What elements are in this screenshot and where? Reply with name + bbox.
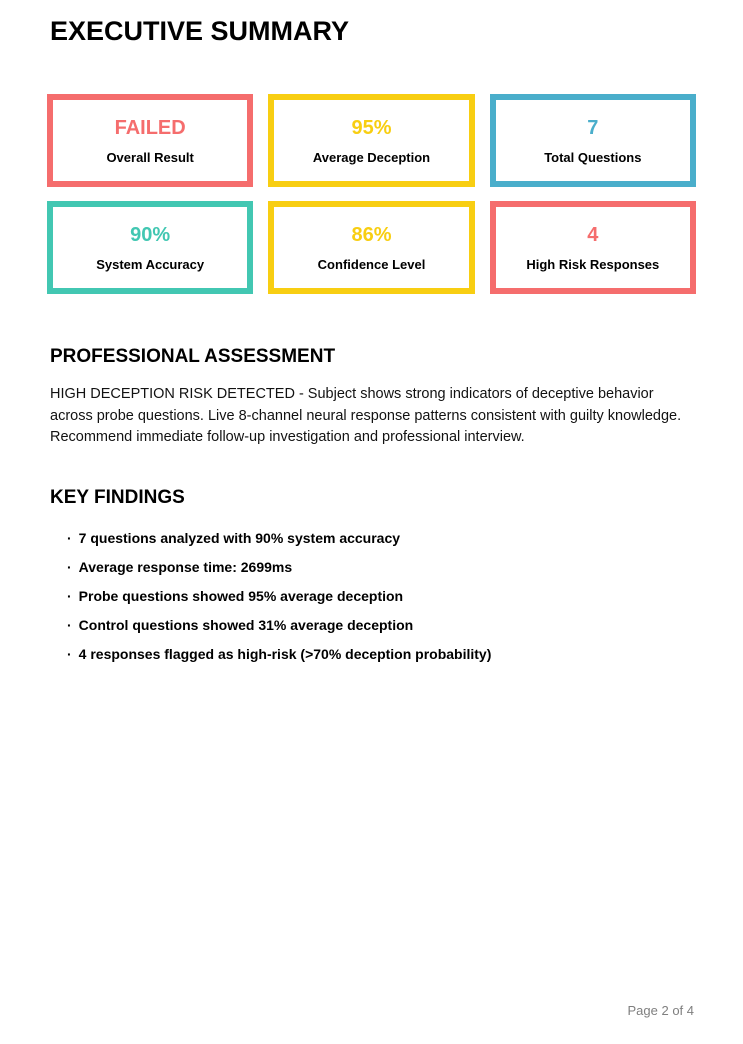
stat-card-average-deception	[268, 94, 474, 187]
professional-assessment-heading: PROFESSIONAL ASSESSMENT	[50, 346, 336, 367]
stat-card-system-accuracy	[47, 201, 253, 294]
bullet-dot: ·	[67, 616, 72, 633]
list-item-text: Control questions showed 31% average deception	[78, 616, 414, 633]
stat-card-total-questions	[490, 94, 696, 187]
professional-assessment-section	[50, 345, 693, 449]
bullet-dot: ·	[67, 558, 72, 575]
stat-value: 86%	[351, 223, 392, 246]
stat-label: System Accuracy	[96, 256, 205, 272]
bullet-dot: ·	[67, 645, 72, 662]
page-number: Page 2 of 4	[627, 1003, 694, 1018]
key-findings-heading: KEY FINDINGS	[50, 486, 185, 508]
stat-label: Total Questions	[544, 149, 642, 165]
bullet-dot: ·	[67, 529, 72, 546]
stat-value: 4	[587, 223, 599, 246]
list-item-text: Probe questions showed 95% average deception	[78, 587, 404, 604]
stat-card-high-risk-responses	[490, 201, 696, 294]
stat-value: 7	[587, 116, 599, 139]
stat-label: Average Deception	[312, 149, 431, 165]
list-item-text: 7 questions analyzed with 90% system accuracy	[78, 529, 401, 546]
list-item	[67, 560, 693, 575]
stat-value: FAILED	[114, 116, 186, 139]
stat-value: 95%	[351, 116, 392, 139]
bullet-dot: ·	[67, 587, 72, 604]
list-item-text: 4 responses flagged as high-risk (>70% deception probability)	[78, 645, 492, 662]
stat-card-grid	[47, 94, 696, 294]
key-findings-section	[50, 486, 693, 662]
stat-label: Confidence Level	[317, 256, 426, 272]
stat-card-overall-result	[47, 94, 253, 187]
list-item	[67, 589, 693, 604]
list-item	[67, 647, 693, 662]
key-findings-list	[50, 531, 693, 662]
stat-label: Overall Result	[106, 149, 194, 165]
list-item-text: Average response time: 2699ms	[78, 558, 293, 575]
stat-value: 90%	[130, 223, 171, 246]
list-item	[67, 618, 693, 633]
professional-assessment-body: HIGH DECEPTION RISK DETECTED - Subject shows strong indicators of deceptive behavior across probe questions. Live 8-channel neural response patterns consistent with guilty knowledge. Recommend immediate follow-up investigation and professional interview.	[50, 386, 682, 445]
list-item	[67, 531, 693, 546]
stat-label: High Risk Responses	[526, 256, 660, 272]
page-title: EXECUTIVE SUMMARY	[50, 16, 350, 46]
stat-card-confidence-level	[268, 201, 474, 294]
